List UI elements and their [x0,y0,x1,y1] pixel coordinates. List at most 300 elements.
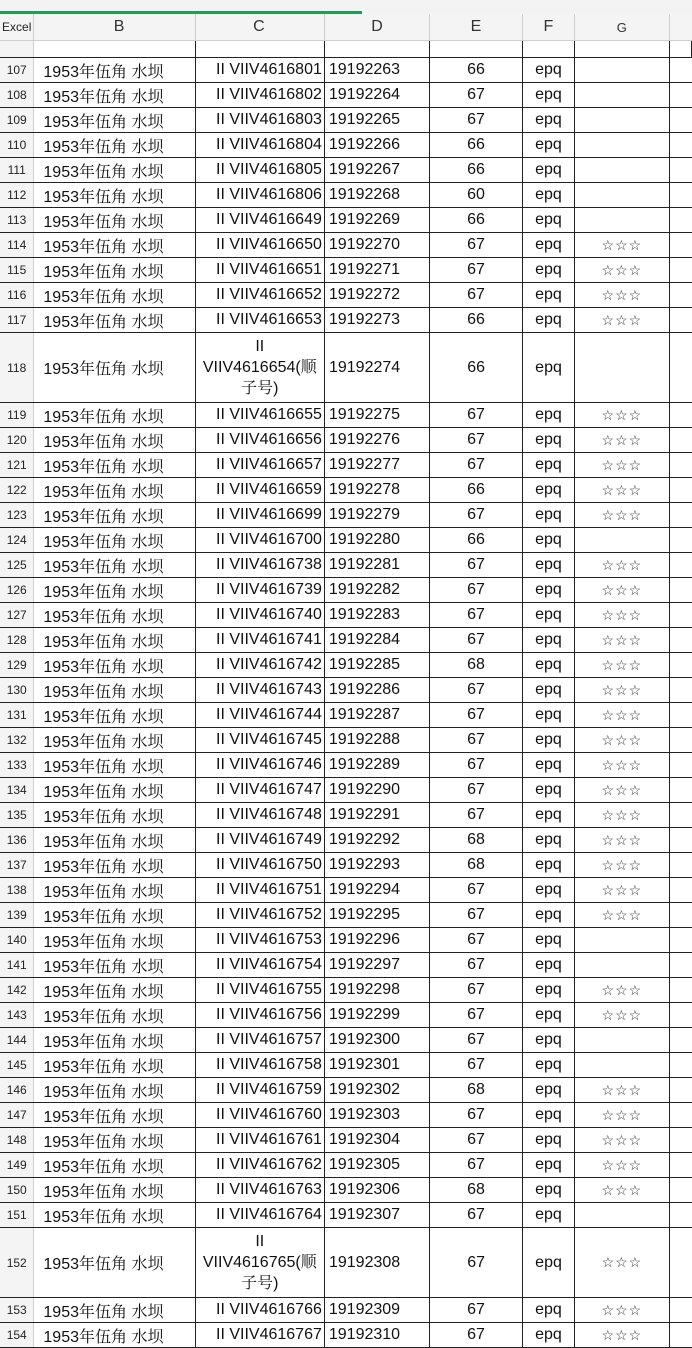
cell-stars[interactable]: ☆☆☆ [575,753,670,777]
cell-grade[interactable]: 67 [430,1003,523,1027]
column-header-d[interactable]: D [325,14,430,40]
cell-h[interactable] [670,653,692,677]
cell-epq[interactable]: epq [523,628,575,652]
cell-epq[interactable]: epq [523,258,575,282]
cell-h[interactable] [670,58,692,82]
cell-series[interactable]: 1953年伍角 水坝 [34,158,195,182]
cell-h[interactable] [670,628,692,652]
cell-grade[interactable]: 67 [430,928,523,952]
cell-serial-number[interactable]: II VIIV4616656 [196,428,325,452]
cell-h[interactable] [670,803,692,827]
cell-serial-number[interactable]: II VIIV4616748 [196,803,325,827]
row-number[interactable]: 152 [0,1228,34,1297]
cell-series[interactable]: 1953年伍角 水坝 [34,333,195,402]
cell-serial-number[interactable]: II VIIV4616653 [196,308,325,332]
cell-cert-number[interactable]: 19192264 [325,83,430,107]
cell-stars[interactable]: ☆☆☆ [575,853,670,877]
cell-stars[interactable]: ☆☆☆ [575,258,670,282]
cell-epq[interactable]: epq [523,1003,575,1027]
cell-serial-number[interactable]: II VIIV4616765(顺子号) [196,1228,325,1297]
cell-grade[interactable]: 67 [430,578,523,602]
row-number[interactable]: 149 [0,1153,34,1177]
row-number[interactable]: 140 [0,928,34,952]
row-number[interactable]: 123 [0,503,34,527]
cell-h[interactable] [670,478,692,502]
cell-epq[interactable]: epq [523,1103,575,1127]
cell-serial-number[interactable]: II VIIV4616763 [196,1178,325,1202]
row-number[interactable]: 147 [0,1103,34,1127]
cell-cert-number[interactable]: 19192297 [325,953,430,977]
cell-grade[interactable]: 67 [430,233,523,257]
row-number[interactable]: 111 [0,158,34,182]
cell-stars[interactable]: ☆☆☆ [575,1128,670,1152]
cell-cert-number[interactable]: 19192280 [325,528,430,552]
cell-stars[interactable]: ☆☆☆ [575,453,670,477]
cell-epq[interactable]: epq [523,108,575,132]
cell-epq[interactable]: epq [523,83,575,107]
row-number[interactable]: 114 [0,233,34,257]
cell-stars[interactable] [575,183,670,207]
cell-cert-number[interactable]: 19192296 [325,928,430,952]
cell-series[interactable]: 1953年伍角 水坝 [34,133,195,157]
cell-grade[interactable]: 68 [430,828,523,852]
cell-serial-number[interactable]: II VIIV4616802 [196,83,325,107]
cell-cert-number[interactable]: 19192300 [325,1028,430,1052]
cell-epq[interactable]: epq [523,133,575,157]
cell-stars[interactable]: ☆☆☆ [575,1298,670,1322]
cell-series[interactable]: 1953年伍角 水坝 [34,1078,195,1102]
cell-series[interactable]: 1953年伍角 水坝 [34,628,195,652]
cell-serial-number[interactable]: II VIIV4616650 [196,233,325,257]
cell-epq[interactable]: epq [523,678,575,702]
cell-h[interactable] [670,928,692,952]
cell-h[interactable] [670,953,692,977]
cell-serial-number[interactable]: II VIIV4616657 [196,453,325,477]
cell-grade[interactable]: 67 [430,678,523,702]
cell-series[interactable]: 1953年伍角 水坝 [34,978,195,1002]
cell-serial-number[interactable]: II VIIV4616761 [196,1128,325,1152]
cell-grade[interactable]: 67 [430,553,523,577]
cell-cert-number[interactable]: 19192293 [325,853,430,877]
cell-cert-number[interactable]: 19192275 [325,403,430,427]
cell-h[interactable] [670,903,692,927]
cell-serial-number[interactable]: II VIIV4616654(顺子号) [196,333,325,402]
cell-stars[interactable] [575,1203,670,1227]
cell-series[interactable]: 1953年伍角 水坝 [34,528,195,552]
cell-serial-number[interactable]: II VIIV4616739 [196,578,325,602]
cell-serial-number[interactable]: II VIIV4616745 [196,728,325,752]
cell-serial-number[interactable]: II VIIV4616755 [196,978,325,1002]
cell-grade[interactable]: 67 [430,903,523,927]
cell-grade[interactable]: 67 [430,403,523,427]
cell-serial-number[interactable]: II VIIV4616747 [196,778,325,802]
row-number[interactable]: 136 [0,828,34,852]
cell-series[interactable]: 1953年伍角 水坝 [34,403,195,427]
row-number[interactable]: 139 [0,903,34,927]
cell-grade[interactable]: 66 [430,333,523,402]
cell-cert-number[interactable]: 19192301 [325,1053,430,1077]
cell-grade[interactable]: 66 [430,158,523,182]
cell-serial-number[interactable]: II VIIV4616767 [196,1323,325,1347]
cell-epq[interactable]: epq [523,703,575,727]
cell-stars[interactable]: ☆☆☆ [575,803,670,827]
column-header-h[interactable] [670,14,692,40]
row-number[interactable]: 137 [0,853,34,877]
cell-series[interactable]: 1953年伍角 水坝 [34,1053,195,1077]
cell-epq[interactable]: epq [523,1128,575,1152]
cell-grade[interactable]: 67 [430,428,523,452]
row-number[interactable]: 113 [0,208,34,232]
cell-series[interactable]: 1953年伍角 水坝 [34,453,195,477]
cell-cert-number[interactable]: 19192284 [325,628,430,652]
cell-cert-number[interactable]: 19192306 [325,1178,430,1202]
cell-cert-number[interactable]: 19192279 [325,503,430,527]
cell-grade[interactable]: 67 [430,628,523,652]
cell-h[interactable] [670,728,692,752]
cell-h[interactable] [670,428,692,452]
cell-epq[interactable]: epq [523,778,575,802]
cell-cert-number[interactable]: 19192276 [325,428,430,452]
cell-h[interactable] [670,1228,692,1297]
cell-epq[interactable]: epq [523,1203,575,1227]
cell-cert-number[interactable]: 19192294 [325,878,430,902]
cell-grade[interactable]: 67 [430,1203,523,1227]
cell-series[interactable]: 1953年伍角 水坝 [34,953,195,977]
cell-series[interactable]: 1953年伍角 水坝 [34,928,195,952]
cell-series[interactable]: 1953年伍角 水坝 [34,778,195,802]
cell-h[interactable] [670,528,692,552]
cell-serial-number[interactable]: II VIIV4616754 [196,953,325,977]
cell-grade[interactable]: 67 [430,778,523,802]
cell-serial-number[interactable]: II VIIV4616746 [196,753,325,777]
cell-stars[interactable]: ☆☆☆ [575,1178,670,1202]
cell-epq[interactable]: epq [523,978,575,1002]
cell-h[interactable] [670,1128,692,1152]
cell-serial-number[interactable]: II VIIV4616740 [196,603,325,627]
cell-epq[interactable]: epq [523,1053,575,1077]
cell-grade[interactable]: 67 [430,1298,523,1322]
cell-series[interactable]: 1953年伍角 水坝 [34,83,195,107]
cell-h[interactable] [670,578,692,602]
column-header-g[interactable]: G [575,14,670,40]
cell-cert-number[interactable]: 19192273 [325,308,430,332]
cell-h[interactable] [670,1178,692,1202]
cell-grade[interactable]: 66 [430,208,523,232]
cell-cert-number[interactable]: 19192304 [325,1128,430,1152]
cell-stars[interactable]: ☆☆☆ [575,1078,670,1102]
cell-epq[interactable]: epq [523,453,575,477]
cell-grade[interactable]: 68 [430,1078,523,1102]
cell-h[interactable] [670,1003,692,1027]
cell-serial-number[interactable]: II VIIV4616742 [196,653,325,677]
cell-series[interactable]: 1953年伍角 水坝 [34,828,195,852]
cell-epq[interactable]: epq [523,1298,575,1322]
cell-series[interactable]: 1953年伍角 水坝 [34,283,195,307]
cell-stars[interactable]: ☆☆☆ [575,878,670,902]
cell-h[interactable] [670,828,692,852]
cell-serial-number[interactable]: II VIIV4616749 [196,828,325,852]
cell-stars[interactable]: ☆☆☆ [575,478,670,502]
cell-serial-number[interactable]: II VIIV4616751 [196,878,325,902]
cell-grade[interactable]: 68 [430,1178,523,1202]
cell-epq[interactable]: epq [523,803,575,827]
cell-h[interactable] [670,703,692,727]
cell-cert-number[interactable]: 19192290 [325,778,430,802]
cell-serial-number[interactable]: II VIIV4616756 [196,1003,325,1027]
cell-stars[interactable] [575,333,670,402]
cell-serial-number[interactable]: II VIIV4616750 [196,853,325,877]
cell-stars[interactable]: ☆☆☆ [575,1103,670,1127]
row-number[interactable]: 150 [0,1178,34,1202]
cell-cert-number[interactable]: 19192291 [325,803,430,827]
cell-stars[interactable]: ☆☆☆ [575,1153,670,1177]
row-number[interactable]: 126 [0,578,34,602]
row-number[interactable]: 154 [0,1323,34,1347]
cell-grade[interactable]: 66 [430,133,523,157]
cell-cert-number[interactable]: 19192270 [325,233,430,257]
cell-series[interactable]: 1953年伍角 水坝 [34,703,195,727]
cell-h[interactable] [670,503,692,527]
cell-cert-number[interactable]: 19192271 [325,258,430,282]
cell-epq[interactable]: epq [523,478,575,502]
cell-series[interactable]: 1953年伍角 水坝 [34,208,195,232]
cell-stars[interactable]: ☆☆☆ [575,403,670,427]
cell-series[interactable]: 1953年伍角 水坝 [34,903,195,927]
cell-stars[interactable]: ☆☆☆ [575,978,670,1002]
cell-epq[interactable]: epq [523,753,575,777]
cell-h[interactable] [670,333,692,402]
cell-series[interactable]: 1953年伍角 水坝 [34,183,195,207]
cell-series[interactable]: 1953年伍角 水坝 [34,1153,195,1177]
cell-grade[interactable]: 67 [430,108,523,132]
row-number[interactable]: 127 [0,603,34,627]
cell-grade[interactable]: 67 [430,1228,523,1297]
cell-grade[interactable]: 68 [430,653,523,677]
cell-series[interactable]: 1953年伍角 水坝 [34,1028,195,1052]
cell-serial-number[interactable]: II VIIV4616744 [196,703,325,727]
row-number[interactable]: 109 [0,108,34,132]
row-number[interactable]: 107 [0,58,34,82]
cell-stars[interactable] [575,208,670,232]
cell-grade[interactable]: 67 [430,978,523,1002]
cell-epq[interactable]: epq [523,428,575,452]
cell-series[interactable]: 1953年伍角 水坝 [34,1323,195,1347]
cell-cert-number[interactable]: 19192310 [325,1323,430,1347]
cell-cert-number[interactable]: 19192269 [325,208,430,232]
cell-stars[interactable]: ☆☆☆ [575,903,670,927]
cell-serial-number[interactable]: II VIIV4616699 [196,503,325,527]
cell-h[interactable] [670,208,692,232]
row-number[interactable]: 145 [0,1053,34,1077]
cell-epq[interactable]: epq [523,58,575,82]
cell-series[interactable]: 1953年伍角 水坝 [34,853,195,877]
cell-stars[interactable] [575,1053,670,1077]
row-number[interactable]: 142 [0,978,34,1002]
cell-stars[interactable]: ☆☆☆ [575,553,670,577]
cell-series[interactable]: 1953年伍角 水坝 [34,503,195,527]
cell-series[interactable]: 1953年伍角 水坝 [34,1103,195,1127]
cell-h[interactable] [670,1053,692,1077]
cell-grade[interactable]: 67 [430,953,523,977]
cell-series[interactable]: 1953年伍角 水坝 [34,1178,195,1202]
cell-stars[interactable]: ☆☆☆ [575,703,670,727]
row-number[interactable]: 146 [0,1078,34,1102]
cell-h[interactable] [670,308,692,332]
cell-grade[interactable]: 67 [430,1128,523,1152]
row-number[interactable]: 112 [0,183,34,207]
cell-h[interactable] [670,853,692,877]
row-number[interactable]: 151 [0,1203,34,1227]
cell-cert-number[interactable]: 19192305 [325,1153,430,1177]
column-header-e[interactable]: E [430,14,523,40]
cell-h[interactable] [670,753,692,777]
row-number[interactable]: 121 [0,453,34,477]
row-number[interactable]: 130 [0,678,34,702]
cell-serial-number[interactable]: II VIIV4616752 [196,903,325,927]
cell-series[interactable]: 1953年伍角 水坝 [34,478,195,502]
cell-serial-number[interactable]: II VIIV4616801 [196,58,325,82]
cell-cert-number[interactable]: 19192278 [325,478,430,502]
cell-h[interactable] [670,453,692,477]
cell-cert-number[interactable]: 19192295 [325,903,430,927]
cell-grade[interactable]: 66 [430,528,523,552]
cell-h[interactable] [670,108,692,132]
cell-h[interactable] [670,1298,692,1322]
cell-h[interactable] [670,878,692,902]
cell-serial-number[interactable]: II VIIV4616766 [196,1298,325,1322]
cell-h[interactable] [670,1153,692,1177]
row-number[interactable]: 119 [0,403,34,427]
row-number[interactable]: 138 [0,878,34,902]
cell-grade[interactable]: 67 [430,258,523,282]
cell-series[interactable]: 1953年伍角 水坝 [34,753,195,777]
cell-serial-number[interactable]: II VIIV4616757 [196,1028,325,1052]
cell-stars[interactable] [575,58,670,82]
cell-epq[interactable]: epq [523,553,575,577]
cell-stars[interactable]: ☆☆☆ [575,828,670,852]
cell-h[interactable] [670,553,692,577]
cell-serial-number[interactable]: II VIIV4616652 [196,283,325,307]
cell-epq[interactable]: epq [523,603,575,627]
cell-series[interactable]: 1953年伍角 水坝 [34,58,195,82]
cell-epq[interactable]: epq [523,953,575,977]
cell-grade[interactable]: 66 [430,58,523,82]
cell-cert-number[interactable]: 19192308 [325,1228,430,1297]
cell-grade[interactable]: 67 [430,283,523,307]
cell-grade[interactable]: 67 [430,1053,523,1077]
cell-grade[interactable]: 67 [430,603,523,627]
cell-grade[interactable]: 66 [430,478,523,502]
cell-serial-number[interactable]: II VIIV4616659 [196,478,325,502]
row-number[interactable]: 148 [0,1128,34,1152]
cell-h[interactable] [670,1203,692,1227]
cell-series[interactable]: 1953年伍角 水坝 [34,1298,195,1322]
cell-h[interactable] [670,978,692,1002]
cell-stars[interactable]: ☆☆☆ [575,653,670,677]
cell-cert-number[interactable]: 19192309 [325,1298,430,1322]
cell-epq[interactable]: epq [523,333,575,402]
cell-grade[interactable]: 67 [430,1028,523,1052]
cell-h[interactable] [670,1103,692,1127]
row-number[interactable]: 132 [0,728,34,752]
cell-grade[interactable]: 67 [430,1103,523,1127]
cell-grade[interactable]: 67 [430,753,523,777]
cell-stars[interactable]: ☆☆☆ [575,678,670,702]
cell-stars[interactable] [575,83,670,107]
cell-cert-number[interactable]: 19192281 [325,553,430,577]
cell-series[interactable]: 1953年伍角 水坝 [34,1228,195,1297]
spreadsheet-grid[interactable] [0,14,692,1348]
cell-epq[interactable]: epq [523,1028,575,1052]
cell-cert-number[interactable]: 19192292 [325,828,430,852]
cell-cert-number[interactable]: 19192285 [325,653,430,677]
column-header-c[interactable]: C [196,14,325,40]
cell-stars[interactable] [575,108,670,132]
cell-epq[interactable]: epq [523,1178,575,1202]
cell-stars[interactable]: ☆☆☆ [575,428,670,452]
cell-series[interactable]: 1953年伍角 水坝 [34,1003,195,1027]
cell-epq[interactable]: epq [523,1323,575,1347]
cell-serial-number[interactable]: II VIIV4616760 [196,1103,325,1127]
cell-epq[interactable]: epq [523,728,575,752]
cell-h[interactable] [670,603,692,627]
cell-stars[interactable]: ☆☆☆ [575,578,670,602]
cell-series[interactable]: 1953年伍角 水坝 [34,878,195,902]
cell-serial-number[interactable]: II VIIV4616805 [196,158,325,182]
cell-stars[interactable]: ☆☆☆ [575,1228,670,1297]
cell-epq[interactable]: epq [523,528,575,552]
corner-header[interactable]: Excel [0,14,34,40]
cell-epq[interactable]: epq [523,403,575,427]
cell-series[interactable]: 1953年伍角 水坝 [34,258,195,282]
cell-epq[interactable]: epq [523,1078,575,1102]
cell-stars[interactable] [575,528,670,552]
cell-stars[interactable]: ☆☆☆ [575,603,670,627]
cell-cert-number[interactable]: 19192283 [325,603,430,627]
cell-serial-number[interactable]: II VIIV4616804 [196,133,325,157]
column-header-b[interactable]: B [34,14,195,40]
cell-stars[interactable]: ☆☆☆ [575,728,670,752]
cell-stars[interactable]: ☆☆☆ [575,778,670,802]
cell-epq[interactable]: epq [523,308,575,332]
row-number[interactable]: 144 [0,1028,34,1052]
cell-stars[interactable] [575,928,670,952]
cell-epq[interactable]: epq [523,853,575,877]
row-number[interactable]: 128 [0,628,34,652]
cell-serial-number[interactable]: II VIIV4616758 [196,1053,325,1077]
row-number[interactable]: 115 [0,258,34,282]
cell-epq[interactable]: epq [523,233,575,257]
row-number[interactable]: 124 [0,528,34,552]
cell-grade[interactable]: 67 [430,878,523,902]
row-number[interactable]: 143 [0,1003,34,1027]
cell-grade[interactable]: 67 [430,83,523,107]
cell-h[interactable] [670,258,692,282]
cell-epq[interactable]: epq [523,503,575,527]
cell-serial-number[interactable]: II VIIV4616738 [196,553,325,577]
cell-serial-number[interactable]: II VIIV4616759 [196,1078,325,1102]
cell-series[interactable]: 1953年伍角 水坝 [34,553,195,577]
cell-cert-number[interactable]: 19192302 [325,1078,430,1102]
row-number[interactable]: 120 [0,428,34,452]
cell-epq[interactable]: epq [523,653,575,677]
cell-epq[interactable]: epq [523,578,575,602]
cell-epq[interactable]: epq [523,158,575,182]
cell-h[interactable] [670,678,692,702]
cell-h[interactable] [670,133,692,157]
cell-serial-number[interactable]: II VIIV4616651 [196,258,325,282]
cell-grade[interactable]: 66 [430,308,523,332]
